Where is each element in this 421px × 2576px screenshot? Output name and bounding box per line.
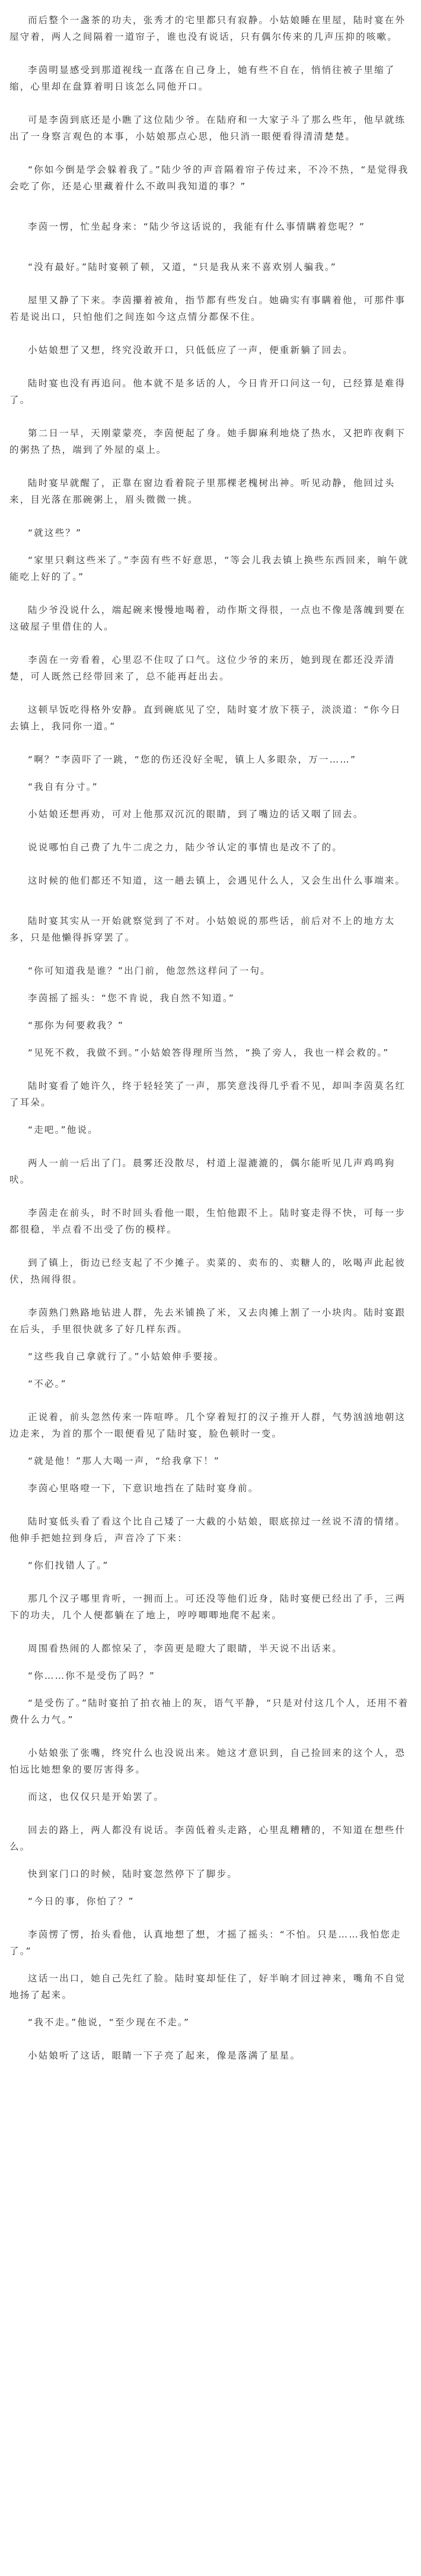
paragraph: “我不走。”他说，“至少现在不走。”	[28, 2017, 190, 2028]
paragraph: 这话一出口，她自己先红了脸。陆时宴却怔住了，好半晌才回过神来，嘴角不自觉地扬了起来。	[9, 1973, 406, 2000]
paragraph: 小姑娘张了张嘴，终究什么也没说出来。她这才意识到，自己捡回来的这个人，恐怕远比她想象的要厉害得多。	[9, 1748, 406, 1775]
paragraph: 屋里又静了下来。李茵攥着被角，指节都有些发白。她确实有事瞒着他，可那件事若是说出口，只怕他们之间连如今这点情分都保不住。	[9, 295, 406, 322]
paragraph: “我自有分寸。”	[28, 782, 98, 792]
paragraph: 李茵明显感受到那道视线一直落在自己身上，她有些不自在，悄悄往被子里缩了缩，心里却在盘算着明日该怎么同他开口。	[9, 65, 396, 92]
paragraph: 周围看热闹的人都惊呆了，李茵更是瞪大了眼睛，半天说不出话来。	[28, 1643, 343, 1654]
paragraph: 李茵心里咯噔一下，下意识地挡在了陆时宴身前。	[28, 1483, 259, 1494]
paragraph: “就是他！”那人大喝一声，“给我拿下！”	[28, 1456, 221, 1466]
paragraph: 小姑娘还想再劝，可对上他那双沉沉的眼睛，到了嘴边的话又咽了回去。	[28, 809, 364, 820]
paragraph: 而后整个一盏茶的功夫，张秀才的宅里都只有寂静。小姑娘睡在里屋，陆时宴在外屋守着，两人之间隔着一道帘子，谁也没有说话，只有偶尔传来的几声压抑的咳嗽。	[9, 15, 406, 42]
paragraph: “家里只剩这些米了。”李茵有些不好意思，“等会儿我去镇上换些东西回来，晌午就能吃上好的了。”	[9, 555, 409, 582]
paragraph: “你如今倒是学会躲着我了。”陆少爷的声音隔着帘子传过来，不冷不热，“是觉得我会吃了你，还是心里藏着什么不敢叫我知道的事？”	[9, 164, 409, 192]
paragraph: “见死不救，我做不到。”小姑娘答得理所当然，“换了旁人，我也一样会救的。”	[28, 1047, 390, 1058]
paragraph: 陆时宴其实从一开始就察觉到了不对。小姑娘说的那些话，前后对不上的地方太多，只是他懒得拆穿罢了。	[9, 916, 396, 943]
paragraph: “是受伤了。”陆时宴拍了拍衣袖上的灰，语气平静，“只是对付这几个人，还用不着费什么力气。”	[9, 1698, 409, 1725]
paragraph: “这些我自己拿就行了。”小姑娘伸手要接。	[28, 1351, 225, 1362]
paragraph: “你……你不是受伤了吗？”	[28, 1670, 156, 1681]
paragraph: “走吧。”他说。	[28, 1125, 98, 1135]
paragraph: 陆时宴低头看了看这个比自己矮了一大截的小姑娘，眼底掠过一丝说不清的情绪。他伸手把她拉到身后，声音冷了下来：	[9, 1516, 406, 1543]
paragraph: “啊？”李茵吓了一跳，“您的伤还没好全呢，镇上人多眼杂，万一……”	[28, 754, 357, 765]
paragraph: 这时候的他们都还不知道，这一趟去镇上，会遇见什么人，又会生出什么事端来。	[28, 875, 406, 886]
paragraph: 李茵在一旁看着，心里忍不住叹了口气。这位少爷的来历，她到现在都还没弄清楚，可人既然已经带回来了，总不能再赶出去。	[9, 655, 396, 682]
paragraph: 正说着，前头忽然传来一阵喧哗。几个穿着短打的汉子推开人群，气势汹汹地朝这边走来，为首的那个一眼便看见了陆时宴，脸色顿时一变。	[9, 1412, 406, 1439]
paragraph: 而这，也仅仅只是开始罢了。	[28, 1792, 165, 1802]
paragraph: 到了镇上，街边已经支起了不少摊子。卖菜的、卖布的、卖糖人的，吆喝声此起彼伏，热闹得很。	[9, 1257, 406, 1285]
paragraph: 那几个汉子哪里肯听，一拥而上。可还没等他们近身，陆时宴便已经出了手，三两下的功夫，几个人便都躺在了地上，哼哼唧唧地爬不起来。	[9, 1593, 406, 1621]
paragraph: “那你为何要救我？”	[28, 1020, 125, 1031]
paragraph: 小姑娘想了又想，终究没敢开口，只低低应了一声，便重新躺了回去。	[28, 345, 353, 355]
paragraph: 回去的路上，两人都没有说话。李茵低着头走路，心里乱糟糟的，不知道在想些什么。	[9, 1825, 406, 1852]
paragraph: “就这些？”	[28, 528, 82, 538]
paragraph: 这顿早饭吃得格外安静。直到碗底见了空，陆时宴才放下筷子，淡淡道：“你今日去镇上，我同你一道。”	[9, 704, 401, 732]
paragraph: 陆少爷没说什么，端起碗来慢慢地喝着，动作斯文得很，一点也不像是落魄到要在这破屋子里借住的人。	[9, 605, 406, 632]
paragraph: 李茵愣了愣，抬头看他，认真地想了想，才摇了摇头：“不怕。只是……我怕您走了。”	[9, 1929, 401, 1956]
paragraph: 李茵走在前头，时不时回头看他一眼，生怕他跟不上。陆时宴走得不快，可每一步都很稳，半点看不出受了伤的模样。	[9, 1208, 406, 1235]
paragraph: 可是李茵到底还是小瞧了这位陆少爷。在陆府和一大家子斗了那么些年，他早就练出了一身察言观色的本事，小姑娘那点心思，他只消一眼便看得清清楚楚。	[9, 115, 406, 142]
paragraph: 第二日一早，天刚蒙蒙亮，李茵便起了身。她手脚麻利地烧了热水，又把昨夜剩下的粥热了热，端到了外屋的桌上。	[9, 428, 406, 455]
paragraph: 李茵一愣，忙坐起身来：“陆少爷这话说的，我能有什么事情瞒着您呢？”	[28, 221, 366, 232]
paragraph: 说说哪怕自己费了九牛二虎之力，陆少爷认定的事情也是改不了的。	[28, 842, 343, 853]
paragraph: 李茵熟门熟路地钻进人群，先去米铺换了米，又去肉摊上割了一小块肉。陆时宴跟在后头，手里很快就多了好几样东西。	[9, 1307, 406, 1335]
paragraph: “没有最好。”陆时宴顿了顿，又道，“只是我从来不喜欢别人骗我。”	[28, 262, 337, 272]
paragraph: 陆时宴看了她许久，终于轻轻笑了一声，那笑意浅得几乎看不见，却叫李茵莫名红了耳朵。	[9, 1081, 406, 1108]
paragraph: 李茵摇了摇头：“您不肯说，我自然不知道。”	[28, 993, 235, 1003]
paragraph: “你们找错人了。”	[28, 1560, 109, 1571]
paragraph: 陆时宴早就醒了，正靠在窗边看着院子里那棵老槐树出神。听见动静，他回过头来，目光落在那碗粥上，眉头微微一挑。	[9, 478, 396, 505]
paragraph: “今日的事，你怕了？”	[28, 1896, 135, 1907]
paragraph: “你可知道我是谁？”出门前，他忽然这样问了一句。	[28, 965, 271, 976]
paragraph: 两人一前一后出了门。晨雾还没散尽，村道上湿漉漉的，偶尔能听见几声鸡鸣狗吠。	[9, 1158, 396, 1185]
paragraph: 陆时宴也没有再追问。他本就不是多话的人，今日肯开口问这一句，已经算是难得了。	[9, 378, 406, 405]
paragraph: 快到家门口的时候，陆时宴忽然停下了脚步。	[28, 1869, 238, 1879]
paragraph: “不必。”	[28, 1378, 67, 1389]
footnote: 小姑娘听了这话，眼睛一下子亮了起来，像是落满了星星。	[28, 2050, 301, 2061]
